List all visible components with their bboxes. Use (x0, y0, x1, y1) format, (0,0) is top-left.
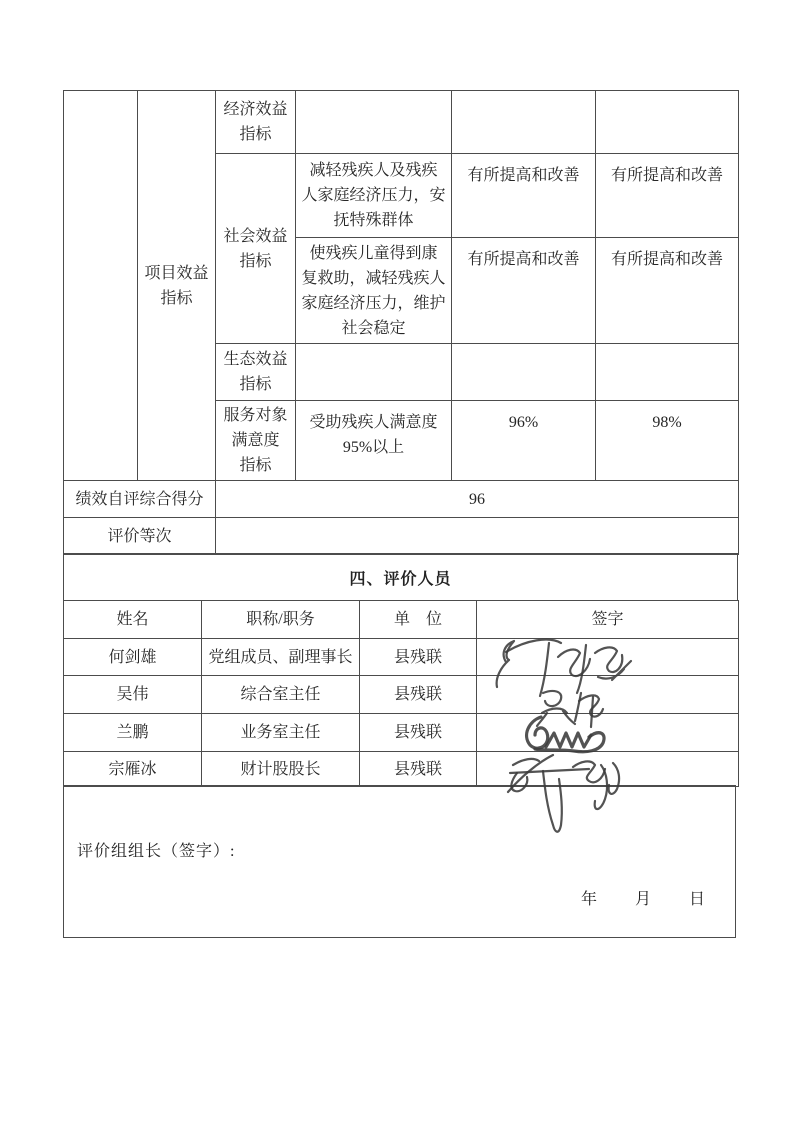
social-indicator-label: 社会效益 指标 (216, 154, 296, 344)
composite-score-value: 96 (216, 481, 739, 518)
social-desc1-cell: 减轻残疾人及残疾 人家庭经济压力，安 抚特殊群体 (296, 154, 452, 238)
person-name: 吴伟 (64, 676, 202, 714)
header-signature: 签字 (477, 601, 739, 639)
satisfaction-desc-cell: 受助残疾人满意度 95%以上 (296, 401, 452, 481)
grade-label: 评价等次 (64, 518, 216, 555)
category-project-benefit: 项目效益 指标 (138, 91, 216, 481)
person-name: 兰鹏 (64, 714, 202, 752)
group-leader-sign-box (63, 785, 736, 938)
signature-cell (477, 676, 739, 714)
social-row2-value1-cell: 有所提高和改善 (452, 238, 596, 344)
benefit-indicator-table (63, 90, 739, 555)
ecological-value1-cell (452, 344, 596, 401)
table-row (64, 714, 739, 752)
table-row (64, 752, 739, 787)
satisfaction-value1-cell: 96% (452, 401, 596, 481)
ecological-value2-cell (596, 344, 739, 401)
signature-cell (477, 714, 739, 752)
economic-indicator-label: 经济效益 指标 (216, 91, 296, 154)
satisfaction-indicator-label: 服务对象 满意度 指标 (216, 401, 296, 481)
economic-desc-cell (296, 91, 452, 154)
ecological-indicator-label: 生态效益 指标 (216, 344, 296, 401)
person-title: 党组成员、副理事长 (202, 639, 360, 676)
social-desc2-cell: 使残疾儿童得到康 复救助，减轻残疾人 家庭经济压力，维护 社会稳定 (296, 238, 452, 344)
person-unit: 县残联 (360, 752, 477, 787)
person-unit: 县残联 (360, 714, 477, 752)
composite-score-label: 绩效自评综合得分 (64, 481, 216, 518)
header-name: 姓名 (64, 601, 202, 639)
person-name: 宗雁冰 (64, 752, 202, 787)
header-title: 职称/职务 (202, 601, 360, 639)
person-title: 财计股股长 (202, 752, 360, 787)
person-unit: 县残联 (360, 676, 477, 714)
person-title: 综合室主任 (202, 676, 360, 714)
social-row1-value2-cell: 有所提高和改善 (596, 154, 739, 238)
section-title-text: 四、评价人员 (349, 570, 452, 588)
social-row2-value2-cell: 有所提高和改善 (596, 238, 739, 344)
table-row (64, 676, 739, 714)
economic-value1-cell (452, 91, 596, 154)
ecological-desc-cell (296, 344, 452, 401)
person-unit: 县残联 (360, 639, 477, 676)
left-spacer-cell (64, 91, 138, 481)
table-row (64, 639, 739, 676)
signature-cell (477, 639, 739, 676)
person-title: 业务室主任 (202, 714, 360, 752)
header-unit: 单 位 (360, 601, 477, 639)
group-leader-sign-label: 评价组组长（签字）: (77, 843, 236, 860)
satisfaction-value2-cell: 98% (596, 401, 739, 481)
economic-value2-cell (596, 91, 739, 154)
social-row1-value1-cell: 有所提高和改善 (452, 154, 596, 238)
date-line: 年 月 日 (580, 891, 707, 908)
signature-cell (477, 752, 739, 787)
person-name: 何剑雄 (64, 639, 202, 676)
grade-value (216, 518, 739, 555)
section-title-evaluators (63, 553, 738, 601)
personnel-table (63, 600, 739, 787)
personnel-header-row (64, 601, 739, 639)
